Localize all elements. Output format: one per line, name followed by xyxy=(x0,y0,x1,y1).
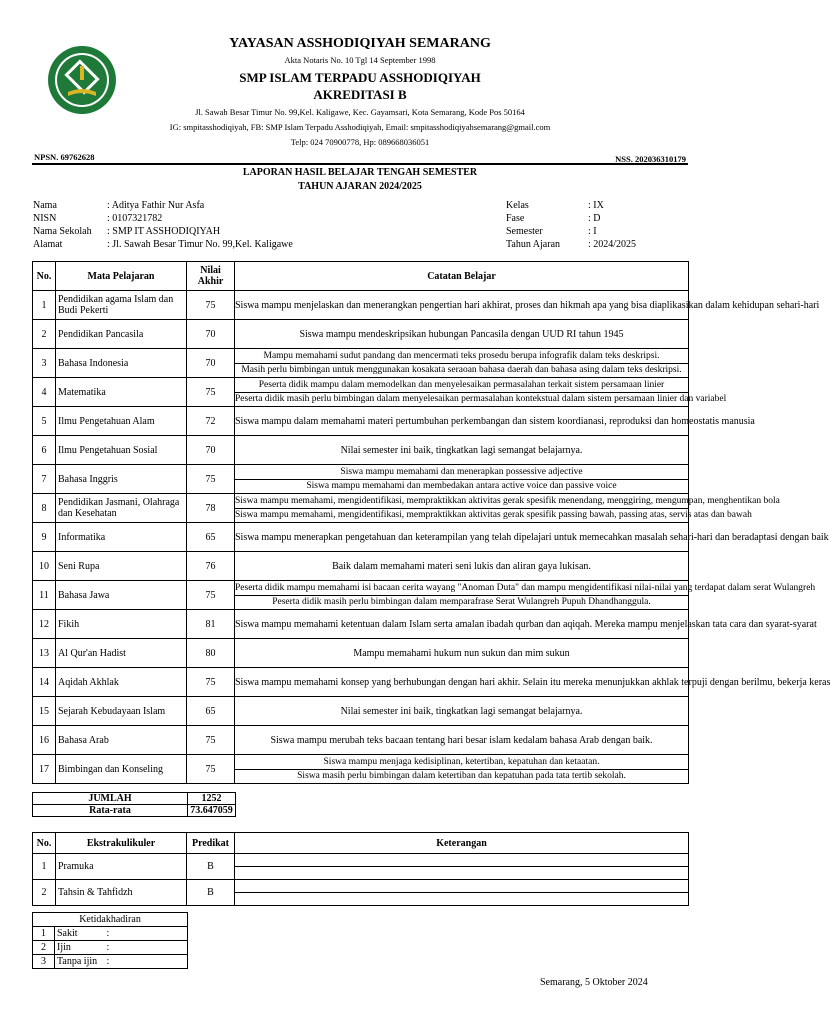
grade-row xyxy=(33,523,689,552)
grade-notes xyxy=(235,465,689,494)
grade-no: 1 xyxy=(33,291,56,320)
info-label: Nama xyxy=(33,200,57,211)
attendance-table xyxy=(32,912,188,969)
extra-no: 1 xyxy=(33,854,56,880)
extra-row xyxy=(33,854,689,880)
grade-notes xyxy=(235,378,727,407)
grade-score: 75 xyxy=(187,465,235,494)
grade-no: 12 xyxy=(33,610,56,639)
grade-note-line: Siswa mampu menerapkan pengetahuan dan keterampilan yang telah dipelajari untuk memecahkan masalah sehari-hari dan beradaptasi dengan baik xyxy=(235,531,829,543)
grade-row xyxy=(33,378,689,407)
grade-note-line: Baik dalam memahami materi seni lukis dan aliran gaya lukisan. xyxy=(332,560,591,572)
grade-no: 11 xyxy=(33,581,56,610)
extra-row xyxy=(33,880,689,906)
grade-score: 75 xyxy=(187,378,235,407)
grade-row xyxy=(33,407,689,436)
extra-grade: B xyxy=(187,880,235,906)
social-text: IG: smpitasshodiqiyah, FB: SMP Islam Terpadu Asshodiqiyah, Email: smpitasshodiqiyahsemarang@gmail.com xyxy=(169,122,551,132)
grades-table xyxy=(32,261,830,784)
grade-subject: Aqidah Akhlak xyxy=(56,668,187,697)
attendance-row xyxy=(33,927,188,941)
grade-no: 15 xyxy=(33,697,56,726)
grade-row xyxy=(33,610,689,639)
grade-score: 75 xyxy=(187,755,235,784)
grade-note-line: Masih perlu bimbingan untuk menggunakan kosakata seraoan bahasa daerah dan bahasa asing dalam teks deskripsi. xyxy=(241,364,682,375)
grade-row xyxy=(33,349,689,378)
average-value: 73.647059 xyxy=(188,805,236,817)
average-label: Rata-rata xyxy=(33,805,188,817)
grade-notes xyxy=(235,436,689,465)
ex-col-notes: Keterangan xyxy=(235,833,689,854)
extra-note-line xyxy=(235,867,688,879)
info-value: : Aditya Fathir Nur Asfa xyxy=(107,200,205,211)
grade-score: 75 xyxy=(187,668,235,697)
ex-col-name: Ekstrakulikuler xyxy=(56,833,187,854)
grade-subject: Pendidikan agama Islam dan Budi Pekerti xyxy=(56,291,187,320)
extra-note-line xyxy=(235,893,688,905)
grade-notes xyxy=(235,697,689,726)
extra-note-line xyxy=(235,854,688,867)
grade-subject: Bahasa Arab xyxy=(56,726,187,755)
report-year: TAHUN AJARAN 2024/2025 xyxy=(298,181,422,192)
grade-note-line: Nilai semester ini baik, tingkatkan lagi semangat belajarnya. xyxy=(340,444,583,456)
grade-note-line: Siswa masih perlu bimbingan dalam ketertiban dan kepatuhan pada tata tertib sekolah. xyxy=(297,770,626,781)
ex-col-no: No. xyxy=(33,833,56,854)
grade-subject: Ilmu Pengetahuan Sosial xyxy=(56,436,187,465)
grade-no: 17 xyxy=(33,755,56,784)
ex-col-grade: Predikat xyxy=(187,833,235,854)
attendance-title: Ketidakhadiran xyxy=(33,913,188,927)
grade-notes xyxy=(235,523,829,552)
attendance-no: 1 xyxy=(33,927,55,941)
grade-notes xyxy=(235,407,755,436)
extra-no: 2 xyxy=(33,880,56,906)
grade-score: 75 xyxy=(187,581,235,610)
school-name: SMP ISLAM TERPADU ASSHODIQIYAH xyxy=(239,70,481,85)
grade-score: 76 xyxy=(187,552,235,581)
grade-note-line: Siswa mampu memahami ketentuan dalam Islam serta amalan ibadah qurban dan aqiqah. Mereka mampu menjelaskan tata cara dan syarat-syarat xyxy=(235,618,817,630)
grade-note-line: Peserta didik mampu dalam memodelkan dan menyelesaikan permasalahan terkait sistem persamaan linier xyxy=(235,379,688,393)
grade-subject: Seni Rupa xyxy=(56,552,187,581)
grade-notes xyxy=(235,755,689,784)
accreditation: AKREDITASI B xyxy=(313,87,407,102)
info-label: Kelas xyxy=(506,200,529,211)
info-label: Semester xyxy=(506,226,543,237)
grade-row xyxy=(33,494,689,523)
info-label: Nama Sekolah xyxy=(33,226,92,237)
grade-row xyxy=(33,436,689,465)
grade-row xyxy=(33,697,689,726)
info-label: Tahun Ajaran xyxy=(506,239,561,250)
grade-score: 75 xyxy=(187,291,235,320)
grade-note-line: Siswa mampu menjelaskan dan menerangkan pengertian hari akhirat, proses dan hikmah apa yang bisa diaplikasikan dalam kehidupan sehari-hari xyxy=(235,299,820,311)
grade-note-line: Siswa mampu memahami konsep yang berhubungan dengan hari akhir. Selain itu mereka menunjukkan akhlak terpuji dengan berilmu, bekerja keras xyxy=(235,676,830,688)
attendance-value: : xyxy=(105,941,188,955)
extra-note-line xyxy=(235,880,688,893)
grade-note-line: Peserta didik masih perlu bimbingan dalam memparafrase Serat Wulangreh Pupuh Dhandhanggula. xyxy=(272,596,651,607)
grade-score: 70 xyxy=(187,320,235,349)
grade-note-line: Siswa mampu memahami dan menerapkan possessive adjective xyxy=(235,466,688,480)
grade-row xyxy=(33,465,689,494)
info-value: : I xyxy=(588,226,597,237)
total-label: JUMLAH xyxy=(33,793,188,805)
attendance-label: Ijin xyxy=(55,941,105,955)
grade-subject: Ilmu Pengetahuan Alam xyxy=(56,407,187,436)
grade-note-line: Peserta didik mampu memahami isi bacaan cerita wayang "Anoman Duta" dan mampu mengidentifikasi nilai-nilai yang terdapat dalam serat Wulangreh xyxy=(235,582,688,596)
info-label: Alamat xyxy=(33,239,63,250)
grade-subject: Bimbingan dan Konseling xyxy=(56,755,187,784)
grade-notes xyxy=(235,668,830,697)
grade-score: 65 xyxy=(187,523,235,552)
attendance-label: Tanpa ijin xyxy=(55,955,105,969)
grade-row xyxy=(33,581,689,610)
attendance-no: 2 xyxy=(33,941,55,955)
grade-no: 4 xyxy=(33,378,56,407)
extra-name: Pramuka xyxy=(56,854,187,880)
grade-notes xyxy=(235,349,689,378)
grade-note-line: Siswa mampu menjaga kedisiplinan, ketertiban, kepatuhan dan ketaatan. xyxy=(235,756,688,770)
grade-notes xyxy=(235,639,689,668)
attendance-row xyxy=(33,941,188,955)
grade-score: 81 xyxy=(187,610,235,639)
attendance-row xyxy=(33,955,188,969)
grade-score: 70 xyxy=(187,349,235,378)
grade-note-line: Peserta didik masih perlu bimbingan dalam menyelesaikan permasalahan kontekstual dalam sistem persamaan linier dan variabel xyxy=(235,393,727,404)
info-label: NISN xyxy=(33,213,57,224)
grade-note-line: Mampu memahami hukum nun sukun dan mim sukun xyxy=(353,647,570,659)
info-label: Fase xyxy=(506,213,525,224)
info-value: : 2024/2025 xyxy=(588,239,637,250)
col-no: No. xyxy=(33,262,56,291)
extra-notes xyxy=(235,854,689,880)
grade-row xyxy=(33,291,689,320)
attendance-label: Sakit xyxy=(55,927,105,941)
grade-note-line: Nilai semester ini baik, tingkatkan lagi semangat belajarnya. xyxy=(340,705,583,717)
grade-subject: Bahasa Inggris xyxy=(56,465,187,494)
totals-table xyxy=(32,792,236,817)
grade-row xyxy=(33,552,689,581)
grade-score: 72 xyxy=(187,407,235,436)
grade-notes xyxy=(235,610,817,639)
grade-no: 7 xyxy=(33,465,56,494)
extra-notes xyxy=(235,880,689,906)
extra-grade: B xyxy=(187,854,235,880)
grade-score: 80 xyxy=(187,639,235,668)
grade-no: 6 xyxy=(33,436,56,465)
grade-row xyxy=(33,726,689,755)
grade-row xyxy=(33,639,689,668)
info-value: : IX xyxy=(588,200,604,211)
nss: NSS. 202036310179 xyxy=(615,154,686,164)
report-title: LAPORAN HASIL BELAJAR TENGAH SEMESTER xyxy=(242,167,478,178)
grade-subject: Informatika xyxy=(56,523,187,552)
grade-score: 75 xyxy=(187,726,235,755)
grade-note-line: Siswa mampu memahami dan membedakan antara active voice dan passive voice xyxy=(306,480,617,491)
attendance-value: : xyxy=(105,955,188,969)
address-text: Jl. Sawah Besar Timur No. 99,Kel. Kaligawe, Kec. Gayamsari, Kota Semarang, Kode Pos 50164 xyxy=(195,107,525,117)
grade-score: 78 xyxy=(187,494,235,523)
total-value: 1252 xyxy=(188,793,236,805)
grade-no: 13 xyxy=(33,639,56,668)
attendance-no: 3 xyxy=(33,955,55,969)
grade-score: 65 xyxy=(187,697,235,726)
grade-notes xyxy=(235,726,689,755)
grade-no: 10 xyxy=(33,552,56,581)
npsn: NPSN. 69762628 xyxy=(34,152,95,162)
grade-score: 70 xyxy=(187,436,235,465)
grade-subject: Bahasa Indonesia xyxy=(56,349,187,378)
grade-notes xyxy=(235,291,820,320)
grade-subject: Pendidikan Pancasila xyxy=(56,320,187,349)
grade-no: 5 xyxy=(33,407,56,436)
extracurricular-table xyxy=(32,832,689,906)
grade-no: 16 xyxy=(33,726,56,755)
extra-name: Tahsin & Tahfidzh xyxy=(56,880,187,906)
grade-no: 9 xyxy=(33,523,56,552)
grade-no: 14 xyxy=(33,668,56,697)
phone-text: Telp: 024 70900778, Hp: 089668036051 xyxy=(290,137,430,147)
info-value: : D xyxy=(588,213,601,224)
grade-note-line: Siswa mampu memahami, mengidentifikasi, mempraktikkan aktivitas gerak spesifik passing bawah, passing atas, servis atas dan bawah xyxy=(235,509,752,520)
grade-notes xyxy=(235,552,689,581)
grade-note-line: Siswa mampu mendeskripsikan hubungan Pancasila dengan UUD RI tahun 1945 xyxy=(299,328,624,340)
info-value: : SMP IT ASSHODIQIYAH xyxy=(107,226,221,237)
grade-no: 3 xyxy=(33,349,56,378)
grade-note-line: Siswa mampu dalam memahami materi pertumbuhan perkembangan dan sistem koordianasi, reproduksi dan homeostatis manusia xyxy=(235,415,755,427)
place-date: Semarang, 5 Oktober 2024 xyxy=(540,977,648,988)
grade-row xyxy=(33,320,689,349)
grade-no: 8 xyxy=(33,494,56,523)
grade-subject: Sejarah Kebudayaan Islam xyxy=(56,697,187,726)
col-subject: Mata Pelajaran xyxy=(56,262,187,291)
col-notes: Catatan Belajar xyxy=(235,262,689,291)
grade-notes xyxy=(235,581,816,610)
grade-subject: Fikih xyxy=(56,610,187,639)
grade-subject: Matematika xyxy=(56,378,187,407)
grade-no: 2 xyxy=(33,320,56,349)
grade-note-line: Siswa mampu memahami, mengidentifikasi, mempraktikkan aktivitas gerak spesifik menendang, menggiring, mengumpan, menghentikan bola xyxy=(235,495,688,509)
grade-subject: Al Qur'an Hadist xyxy=(56,639,187,668)
grade-row xyxy=(33,668,689,697)
grade-subject: Bahasa Jawa xyxy=(56,581,187,610)
grade-notes xyxy=(235,494,780,523)
attendance-value: : xyxy=(105,927,188,941)
grade-note-line: Mampu memahami sudut pandang dan mencermati teks prosedu berupa infografik dalam teks deskripsi. xyxy=(235,350,688,364)
grade-notes xyxy=(235,320,689,349)
grade-note-line: Siswa mampu merubah teks bacaan tentang hari besar islam kedalam bahasa Arab dengan baik. xyxy=(270,734,653,746)
header-divider xyxy=(32,163,688,165)
grade-subject: Pendidikan Jasmani, Olahraga dan Kesehatan xyxy=(56,494,187,523)
foundation-name: YAYASAN ASSHODIQIYAH SEMARANG xyxy=(229,36,491,51)
info-value: : Jl. Sawah Besar Timur No. 99,Kel. Kaligawe xyxy=(107,239,293,250)
grade-row xyxy=(33,755,689,784)
notary-text: Akta Notaris No. 10 Tgl 14 September 1998 xyxy=(284,55,436,65)
info-value: : 0107321782 xyxy=(107,213,163,224)
col-score: Nilai Akhir xyxy=(187,262,235,291)
